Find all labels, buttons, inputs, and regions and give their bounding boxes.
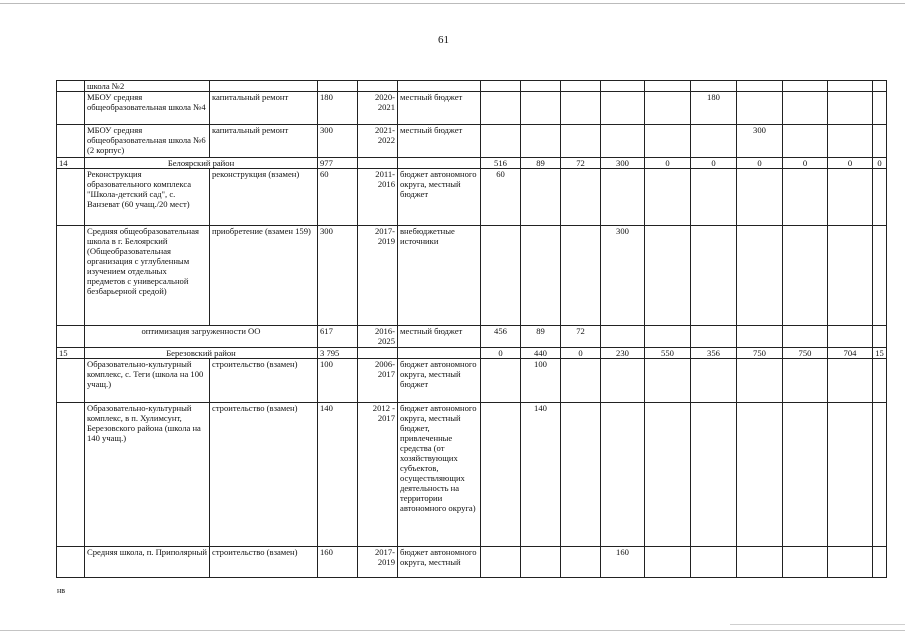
year-value-cell (828, 403, 873, 547)
year-value-cell: 15 (873, 348, 887, 359)
object-name-cell: МБОУ средняя общеобразовательная школа №4 (85, 92, 210, 125)
year-value-cell (828, 169, 873, 226)
object-name-cell: Образовательно-культурный комплекс, в п. Хулимсунт, Березовского района (школа на 140 учащ.) (85, 403, 210, 547)
year-value-cell (561, 359, 601, 403)
work-type-cell: капитальный ремонт (210, 92, 318, 125)
year-value-cell (828, 226, 873, 326)
year-value-cell (691, 326, 737, 348)
table-row (57, 92, 887, 125)
year-value-cell (601, 125, 645, 158)
table-row (57, 359, 887, 403)
year-value-cell (521, 81, 561, 92)
year-value-cell (828, 359, 873, 403)
year-value-cell: 230 (601, 348, 645, 359)
object-name-cell: Средняя школа, п. Приполярный (85, 547, 210, 578)
year-value-cell (783, 81, 828, 92)
capacity-cell: 3 795 (318, 348, 358, 359)
work-type-cell: капитальный ремонт (210, 125, 318, 158)
merged-label-cell: оптимизация загруженности ОО (85, 326, 318, 348)
years-cell: 2006-2017 (358, 359, 398, 403)
capacity-cell: 300 (318, 226, 358, 326)
years-cell: 2020-2021 (358, 92, 398, 125)
year-value-cell: 456 (481, 326, 521, 348)
source-cell: внебюджетные источники (398, 226, 481, 326)
year-value-cell (783, 547, 828, 578)
object-name-cell: школа №2 (85, 81, 210, 92)
object-name-cell: Средняя общеобразовательная школа в г. Белоярский (Общеобразовательная организация с углубленным изучением отдельных предметов с универсальной безбарьерной средой) (85, 226, 210, 326)
year-value-cell: 100 (521, 359, 561, 403)
year-value-cell (561, 169, 601, 226)
district-name-cell: Белоярский район (85, 158, 318, 169)
table-row (57, 403, 887, 547)
year-value-cell (737, 169, 783, 226)
source-cell: бюджет автономного округа, местный (398, 547, 481, 578)
year-value-cell (481, 359, 521, 403)
year-value-cell: 300 (601, 158, 645, 169)
year-value-cell (737, 81, 783, 92)
year-value-cell: 550 (645, 348, 691, 359)
source-cell: местный бюджет (398, 125, 481, 158)
year-value-cell (645, 226, 691, 326)
year-value-cell (828, 125, 873, 158)
year-value-cell (691, 403, 737, 547)
year-value-cell (873, 326, 887, 348)
year-value-cell (561, 81, 601, 92)
year-value-cell (691, 169, 737, 226)
scan-edge-top (0, 3, 905, 4)
table-row (57, 169, 887, 226)
district-name-cell: Березовский район (85, 348, 318, 359)
capacity-cell: 160 (318, 547, 358, 578)
row-number-cell (57, 81, 85, 92)
year-value-cell (561, 547, 601, 578)
year-value-cell: 0 (783, 158, 828, 169)
source-cell: бюджет автономного округа, местный бюджет (398, 359, 481, 403)
year-value-cell (601, 403, 645, 547)
years-cell (358, 158, 398, 169)
source-cell: местный бюджет (398, 92, 481, 125)
year-value-cell (691, 547, 737, 578)
row-number-cell (57, 226, 85, 326)
year-value-cell (561, 403, 601, 547)
capacity-cell: 60 (318, 169, 358, 226)
capacity-cell: 180 (318, 92, 358, 125)
years-cell: 2017-2019 (358, 226, 398, 326)
year-value-cell (783, 169, 828, 226)
year-value-cell (828, 547, 873, 578)
source-cell: местный бюджет (398, 326, 481, 348)
year-value-cell (783, 359, 828, 403)
work-type-cell: приобретение (взамен 159) (210, 226, 318, 326)
year-value-cell: 72 (561, 326, 601, 348)
district-row (57, 158, 887, 169)
year-value-cell (645, 169, 691, 226)
year-value-cell (691, 359, 737, 403)
row-number-cell (57, 92, 85, 125)
source-cell: бюджет автономного округа, местный бюджет, привлеченные средства (от хозяйствующих субъектов, осуществляющих деятельность на территории автономного округа) (398, 403, 481, 547)
year-value-cell (645, 81, 691, 92)
year-value-cell (481, 403, 521, 547)
year-value-cell: 140 (521, 403, 561, 547)
year-value-cell (737, 92, 783, 125)
year-value-cell (873, 169, 887, 226)
row-number-cell (57, 326, 85, 348)
row-number-cell: 15 (57, 348, 85, 359)
object-name-cell: Образовательно-культурный комплекс, с. Теги (школа на 100 учащ.) (85, 359, 210, 403)
scan-edge-bottom (0, 630, 905, 631)
year-value-cell (783, 125, 828, 158)
source-cell (398, 158, 481, 169)
year-value-cell (873, 125, 887, 158)
year-value-cell (737, 547, 783, 578)
year-value-cell: 89 (521, 158, 561, 169)
year-value-cell (737, 359, 783, 403)
page-number: 61 (438, 34, 449, 46)
program-table-body (57, 81, 887, 578)
district-row (57, 348, 887, 359)
year-value-cell (783, 403, 828, 547)
table-row (57, 547, 887, 578)
years-cell: 2011-2016 (358, 169, 398, 226)
year-value-cell (873, 359, 887, 403)
year-value-cell (645, 359, 691, 403)
scan-edge-bottom-2 (730, 624, 905, 625)
year-value-cell (521, 226, 561, 326)
year-value-cell (828, 81, 873, 92)
year-value-cell: 0 (561, 348, 601, 359)
year-value-cell (873, 547, 887, 578)
capacity-cell: 100 (318, 359, 358, 403)
year-value-cell (691, 125, 737, 158)
work-type-cell (210, 81, 318, 92)
work-type-cell: строительство (взамен) (210, 403, 318, 547)
years-cell (358, 348, 398, 359)
year-value-cell (783, 326, 828, 348)
year-value-cell: 516 (481, 158, 521, 169)
year-value-cell (601, 359, 645, 403)
year-value-cell (645, 547, 691, 578)
year-value-cell (783, 92, 828, 125)
capacity-cell: 300 (318, 125, 358, 158)
work-type-cell: строительство (взамен) (210, 359, 318, 403)
year-value-cell (737, 326, 783, 348)
year-value-cell (691, 226, 737, 326)
year-value-cell: 356 (691, 348, 737, 359)
source-cell: бюджет автономного округа, местный бюджет (398, 169, 481, 226)
year-value-cell (561, 92, 601, 125)
year-value-cell (561, 125, 601, 158)
year-value-cell (481, 226, 521, 326)
work-type-cell: строительство (взамен) (210, 547, 318, 578)
year-value-cell (737, 403, 783, 547)
year-value-cell (783, 226, 828, 326)
year-value-cell (481, 81, 521, 92)
year-value-cell (873, 92, 887, 125)
year-value-cell (873, 226, 887, 326)
year-value-cell: 0 (481, 348, 521, 359)
year-value-cell: 0 (691, 158, 737, 169)
year-value-cell: 72 (561, 158, 601, 169)
year-value-cell (521, 169, 561, 226)
row-number-cell (57, 169, 85, 226)
row-number-cell (57, 125, 85, 158)
year-value-cell: 440 (521, 348, 561, 359)
row-number-cell: 14 (57, 158, 85, 169)
year-value-cell: 0 (737, 158, 783, 169)
year-value-cell (561, 226, 601, 326)
capacity-cell: 140 (318, 403, 358, 547)
year-value-cell (521, 547, 561, 578)
year-value-cell (521, 125, 561, 158)
year-value-cell: 0 (645, 158, 691, 169)
years-cell: 2017-2019 (358, 547, 398, 578)
year-value-cell: 180 (691, 92, 737, 125)
program-table (56, 80, 887, 578)
year-value-cell (601, 92, 645, 125)
years-cell: 2021-2022 (358, 125, 398, 158)
year-value-cell (601, 169, 645, 226)
year-value-cell (828, 326, 873, 348)
year-value-cell: 750 (737, 348, 783, 359)
work-type-cell: реконструкция (взамен) (210, 169, 318, 226)
year-value-cell (481, 547, 521, 578)
row-number-cell (57, 403, 85, 547)
year-value-cell: 300 (737, 125, 783, 158)
capacity-cell: 617 (318, 326, 358, 348)
year-value-cell (645, 326, 691, 348)
table-row (57, 125, 887, 158)
table-row (57, 81, 887, 92)
footer-mark: нв (57, 586, 66, 595)
object-name-cell: МБОУ средняя общеобразовательная школа №6 (2 корпус) (85, 125, 210, 158)
year-value-cell (737, 226, 783, 326)
year-value-cell: 750 (783, 348, 828, 359)
source-cell (398, 81, 481, 92)
year-value-cell (601, 81, 645, 92)
year-value-cell: 0 (828, 158, 873, 169)
year-value-cell (873, 403, 887, 547)
year-value-cell: 0 (873, 158, 887, 169)
row-number-cell (57, 547, 85, 578)
years-cell: 2012 - 2017 (358, 403, 398, 547)
source-cell (398, 348, 481, 359)
year-value-cell (828, 92, 873, 125)
years-cell: 2016-2025 (358, 326, 398, 348)
year-value-cell (873, 81, 887, 92)
year-value-cell: 89 (521, 326, 561, 348)
year-value-cell (645, 403, 691, 547)
year-value-cell (645, 125, 691, 158)
year-value-cell (521, 92, 561, 125)
year-value-cell: 300 (601, 226, 645, 326)
capacity-cell: 977 (318, 158, 358, 169)
table-row (57, 326, 887, 348)
object-name-cell: Реконструкция образовательного комплекса "Школа-детский сад", с. Ванзеват (60 учащ./20 мест) (85, 169, 210, 226)
years-cell (358, 81, 398, 92)
year-value-cell (601, 326, 645, 348)
table-row (57, 226, 887, 326)
year-value-cell: 60 (481, 169, 521, 226)
year-value-cell: 160 (601, 547, 645, 578)
year-value-cell (481, 125, 521, 158)
year-value-cell (645, 92, 691, 125)
year-value-cell: 704 (828, 348, 873, 359)
capacity-cell (318, 81, 358, 92)
year-value-cell (481, 92, 521, 125)
row-number-cell (57, 359, 85, 403)
year-value-cell (691, 81, 737, 92)
